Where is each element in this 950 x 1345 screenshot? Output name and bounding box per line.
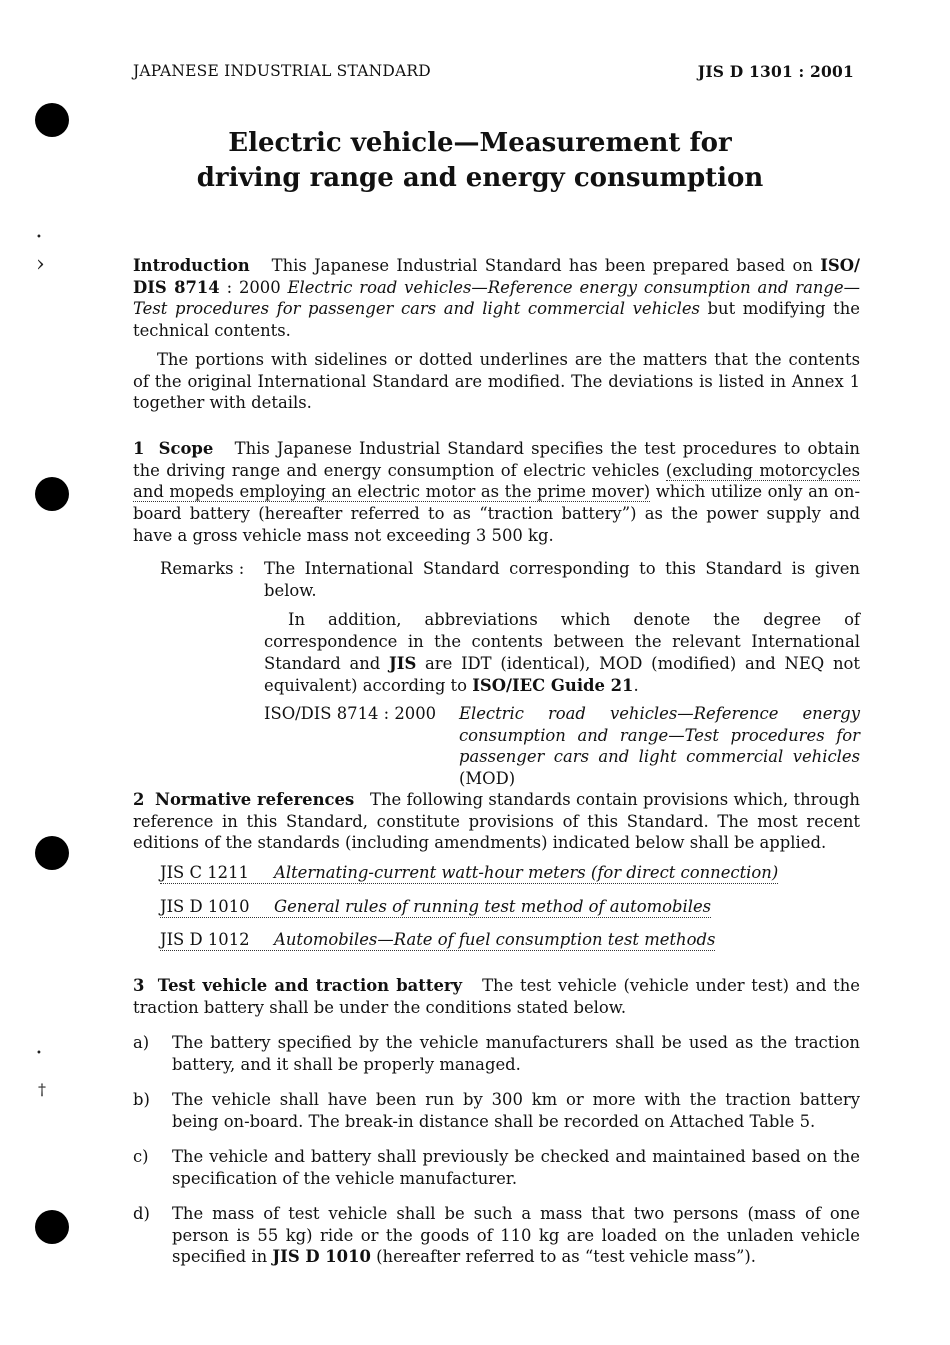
- remarks-label: Remarks :: [160, 559, 245, 578]
- scope-number: 1: [133, 439, 145, 458]
- binder-hole-1: [35, 103, 69, 137]
- reference-item: [160, 862, 778, 884]
- reference-item: [160, 929, 715, 951]
- jis-reference: JIS D 1010: [272, 1247, 371, 1267]
- scope-section: [133, 438, 860, 547]
- remarks-block: [160, 558, 860, 696]
- test-vehicle-number: 3: [133, 976, 145, 995]
- list-item: [133, 1203, 860, 1268]
- standard-type-header: JAPANESE INDUSTRIAL STANDARD: [133, 62, 431, 80]
- list-item-label: d): [133, 1204, 150, 1223]
- scan-mark: •: [36, 232, 42, 243]
- normative-references-section: [133, 789, 860, 854]
- introduction-section: [133, 255, 860, 414]
- reference-item: [160, 896, 711, 918]
- list-item-label: c): [133, 1147, 149, 1166]
- list-item-text: The vehicle shall have been run by 300 km or more with the traction battery being on-board. The break-in distance shall be recorded on Attached Table 5.: [172, 1090, 860, 1131]
- intro-iso-ref: ISO/ DIS 8714: [133, 256, 860, 297]
- title-line-2: driving range and energy consumption: [196, 163, 764, 193]
- normative-heading: Normative references: [154, 790, 355, 809]
- scan-mark: •: [36, 1048, 42, 1059]
- iso-iec-guide-ref: ISO/IEC Guide 21: [472, 675, 634, 695]
- scope-modified-text: (excluding motorcycles and mopeds employing an electric motor as the prime mover): [133, 460, 860, 502]
- reference-title: Alternating-current watt-hour meters (for direct connection): [274, 863, 779, 882]
- list-item-text: The vehicle and battery shall previously be checked and maintained based on the specification of the vehicle manufacturer.: [172, 1147, 860, 1188]
- intro-heading: Introduction: [133, 256, 250, 275]
- scope-heading: Scope: [158, 439, 214, 458]
- binder-hole-4: [35, 1210, 69, 1244]
- scan-mark: †: [38, 1080, 46, 1099]
- normative-paragraph: 2 Normative references The following standards contain provisions which, through reference in this Standard, constitute provisions of this Standard. The most recent editions of the standards (including amendments) indicated below shall be applied.: [133, 790, 860, 853]
- document-title: [120, 126, 840, 196]
- intro-iso-title: Electric road vehicles—Reference energy consumption and range—Test procedures for passenger cars and light commercial vehicles: [133, 277, 860, 319]
- list-item: [133, 1032, 860, 1075]
- reference-title: Automobiles—Rate of fuel consumption test methods: [274, 930, 716, 949]
- intro-paragraph-2: The portions with sidelines or dotted underlines are the matters that the contents of the original International Standard are modified. The deviations is listed in Annex 1 together with details.: [133, 349, 860, 413]
- test-vehicle-heading: Test vehicle and traction battery: [157, 976, 463, 995]
- scope-paragraph: 1 Scope This Japanese Industrial Standard specifies the test procedures to obtain the driving range and energy consumption of electric vehicles (excluding motorcycles and mopeds employing an electric motor as the prime mover) which utilize only an on-board battery (hereafter referred to as “traction battery”) as the power supply and have a gross vehicle mass not exceeding 3 500 kg.: [133, 439, 861, 545]
- remarks-paragraph-1: The International Standard corresponding to this Standard is given below.: [264, 559, 860, 600]
- scan-mark: ›: [36, 252, 45, 277]
- list-item: [133, 1089, 860, 1132]
- list-item-text: The battery specified by the vehicle manufacturers shall be used as the traction battery, and it shall be properly managed.: [172, 1033, 860, 1074]
- binder-hole-2: [35, 477, 69, 511]
- test-vehicle-paragraph: 3 Test vehicle and traction battery The test vehicle (vehicle under test) and the traction battery shall be under the conditions stated below.: [133, 976, 860, 1017]
- list-item: [133, 1146, 860, 1189]
- reference-code: JIS C 1211: [160, 863, 249, 882]
- iso-standard-title: Electric road vehicles—Reference energy consumption and range—Test procedures for passenger cars and light commercial vehicles: [459, 704, 860, 767]
- title-line-1: Electric vehicle—Measurement for: [228, 128, 732, 158]
- standard-number-header: JIS D 1301 : 2001: [697, 62, 854, 81]
- test-vehicle-section: [133, 975, 860, 1018]
- normative-number: 2: [133, 790, 145, 809]
- list-item-text: The mass of test vehicle shall be such a mass that two persons (mass of one person is 55 kg) ride or the goods of 110 kg are loaded on the unladen vehicle specified in JIS D 1010 (hereafter referred to as “test vehicle mass”).: [172, 1204, 860, 1267]
- reference-code: JIS D 1010: [160, 897, 250, 916]
- iso-standard-code: ISO/DIS 8714 : 2000: [264, 704, 437, 723]
- corresponding-standard: [264, 703, 860, 790]
- intro-paragraph: Introduction This Japanese Industrial Standard has been prepared based on ISO/ DIS 8714 : 2000 Electric road vehicles—Reference energy consumption and range—Test procedures for passenger cars and light commercial vehicles but modifying the technical contents.: [133, 256, 860, 341]
- remarks-paragraph-2: In addition, abbreviations which denote the degree of correspondence in the contents between the relevant International Standard and JIS are IDT (identical), MOD (modified) and NEQ not equivalent) according to ISO/IEC Guide 21.: [264, 610, 860, 695]
- reference-title: General rules of running test method of automobiles: [274, 897, 712, 916]
- reference-code: JIS D 1012: [160, 930, 250, 949]
- list-item-label: b): [133, 1090, 150, 1109]
- binder-hole-3: [35, 836, 69, 870]
- correspondence-degree: (MOD): [459, 769, 516, 789]
- list-item-label: a): [133, 1033, 150, 1052]
